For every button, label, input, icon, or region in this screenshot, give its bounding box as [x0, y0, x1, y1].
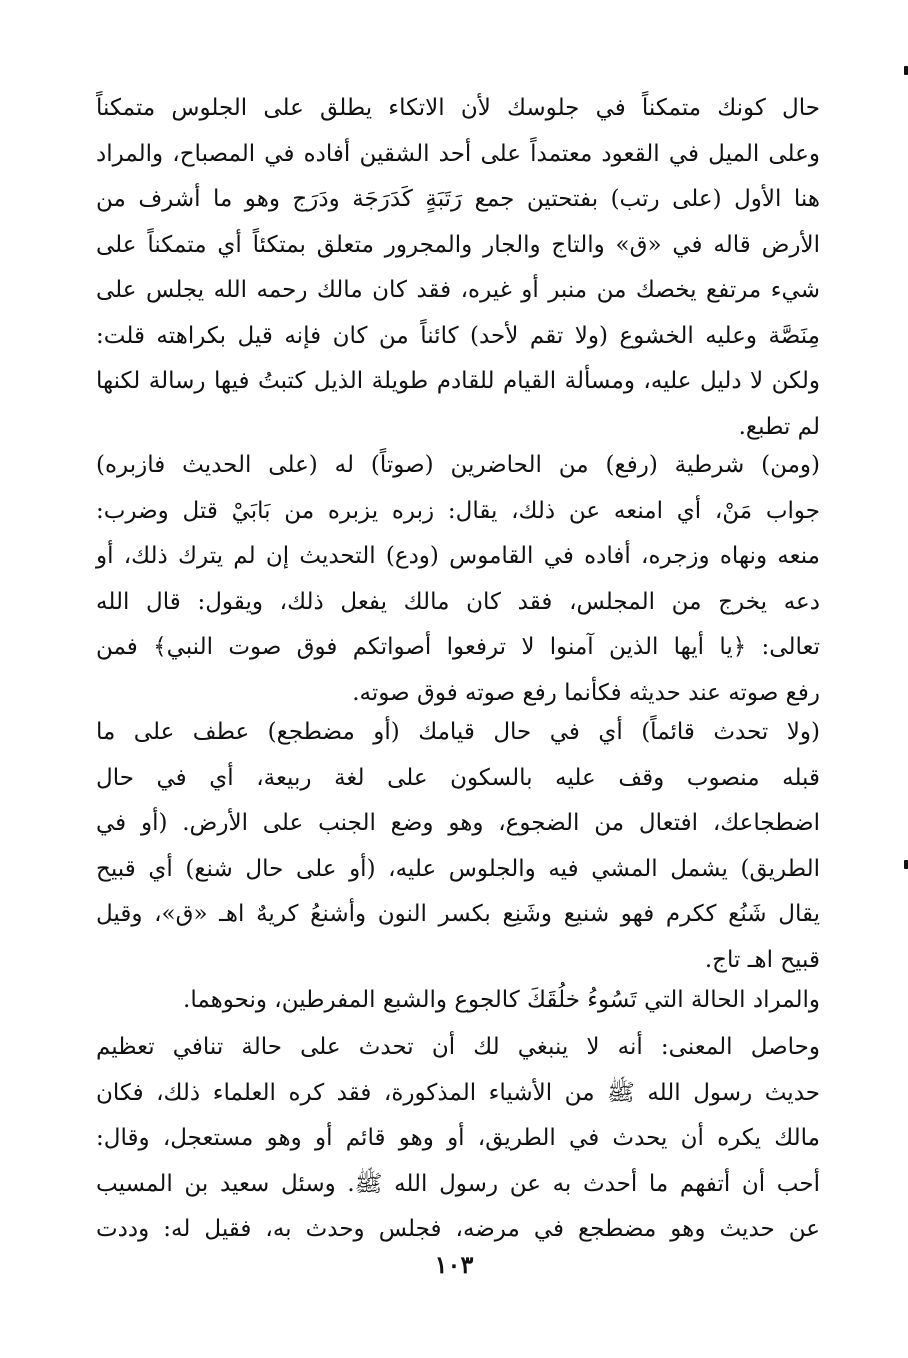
text-line: حديث رسول الله ﷺ من الأشياء المذكورة، فقد كره العلماء ذلك، فكان: [96, 1079, 820, 1106]
text-line: ولكن لا دليل عليه، ومسألة القيام للقادم طويلة الذيل كتبتُ فيها رسالة لكنها: [96, 368, 820, 394]
text-line: قبله منصوب وقف عليه بالسكون على لغة ربيعة، أي في حال: [96, 764, 820, 791]
paragraph-5: [96, 1025, 820, 1253]
margin-mark: [904, 860, 908, 869]
text-line: جواب مَنْ، أي امنعه عن ذلك، يقال: زبره يزبره من بَابَيْ قتل وضرب:: [96, 497, 820, 524]
text-line: هنا الأول (على رتب) بفتحتين جمع رَتَبَةٍ كَدَرَجَة ودَرَج وهو ما أشرف من: [96, 186, 820, 212]
text-line: الطريق) يشمل المشي فيه والجلوس عليه، (أو على حال شنع) أي قبيح: [96, 855, 820, 882]
text-line: (ولا تحدث قائماً) أي في حال قيامك (أو مضطجع) عطف على ما: [96, 719, 820, 745]
margin-mark: [904, 66, 908, 75]
text-line: مِنَصَّة وعليه الخشوع (ولا تقم لأحد) كائناً من كان فإنه قيل بكراهته قلت:: [96, 322, 820, 349]
text-line: عن حديث وهو مضطجع في مرضه، فجلس وحدث به، فقيل له: وددت: [96, 1216, 820, 1242]
page-number: ١٠٣: [434, 1250, 474, 1279]
text-line: حال كونك متمكناً في جلوسك لأن الاتكاء يطلق على الجلوس متمكناً: [96, 95, 820, 121]
text-line: والمراد الحالة التي تَسُوءُ خلُقَكَ كالجوع والشبع المفرطين، ونحوهما.: [183, 987, 820, 1013]
text-line: أحب أن أتفهم ما أحدث به عن رسول الله ﷺ. وسئل سعيد بن المسيب: [96, 1170, 820, 1197]
text-line: اضطجاعك، افتعال من الضجوع، وهو وضع الجنب على الأرض. (أو في: [96, 810, 820, 836]
text-line: يقال شَنُع ككرم فهو شنيع وشَنِع بكسر النون وأشنعُ كريهٌ اهـ «ق»، وقيل: [96, 901, 820, 927]
text-line: الأرض قاله في «ق» والتاج والجار والمجرور متعلق بمتكئاً أي متمكناً على: [96, 231, 820, 258]
text-line: مالك يكره أن يحدث في الطريق، أو وهو قائم أو وهو مستعجل، وقال:: [96, 1125, 820, 1151]
paragraph-3: [96, 710, 820, 983]
text-line: قبيح اهـ تاج.: [704, 946, 820, 973]
text-line: منعه ونهاه وزجره، أفاده في القاموس (ودع) التحديث إن لم يترك ذلك، أو: [96, 543, 820, 569]
text-line: رفع صوته عند حديثه فكأنما رفع صوته فوق صوته.: [352, 679, 820, 706]
text-line: (ومن) شرطية (رفع) من الحاضرين (صوتاً) له (على الحديث فازبره): [96, 452, 820, 478]
paragraph-1: [96, 86, 820, 450]
text-line: دعه يخرج من المجلس، فقد كان مالك يفعل ذلك، ويقول: قال الله: [96, 588, 820, 615]
text-line: تعالى: ﴿يا أيها الذين آمنوا لا ترفعوا أصواتكم فوق صوت النبي﴾ فمن: [96, 634, 820, 660]
text-line: لم تطبع.: [738, 413, 820, 440]
text-line: شيء مرتفع يخصك من منبر أو غيره، فقد كان مالك رحمه الله يجلس على: [96, 277, 820, 303]
paragraph-2: [96, 443, 820, 716]
paragraph-4: [96, 978, 820, 1024]
text-line: وعلى الميل في القعود معتمداً على أحد الشقين أفاده في المصباح، والمراد: [96, 140, 820, 167]
text-line: وحاصل المعنى: أنه لا ينبغي لك أن تحدث على حالة تنافي تعظيم: [96, 1034, 820, 1060]
